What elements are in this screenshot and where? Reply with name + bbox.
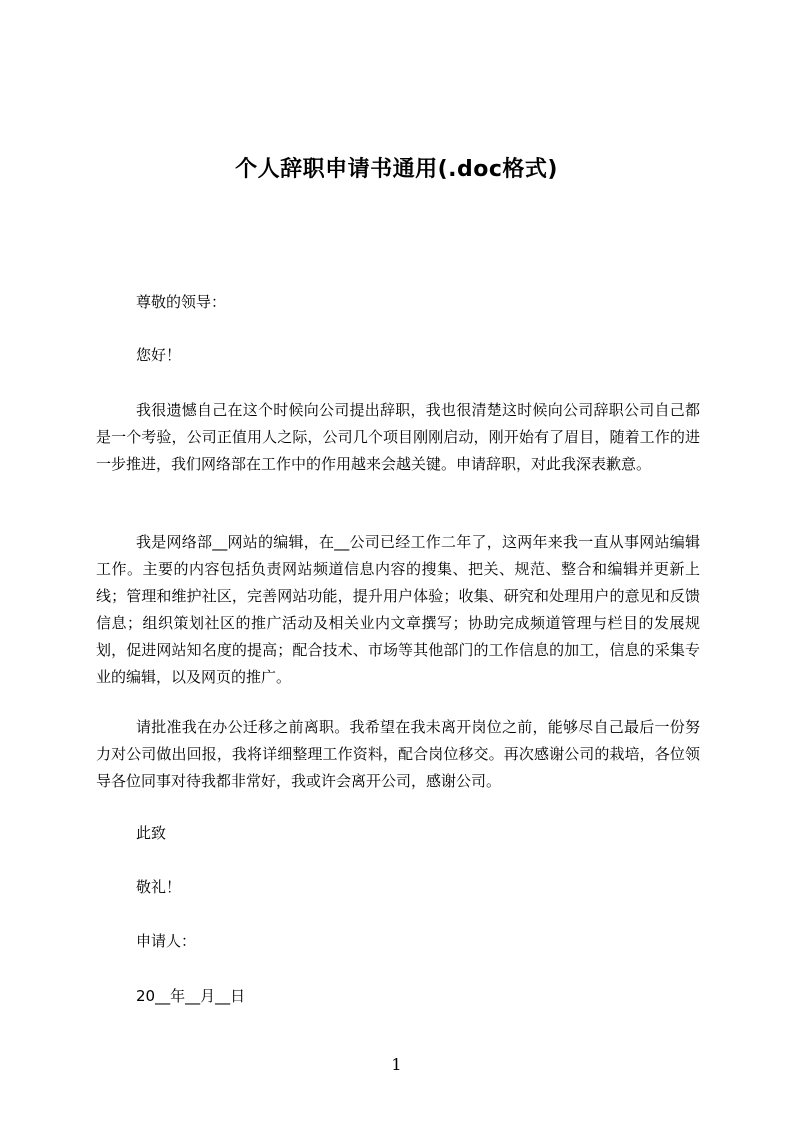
- closing-line-2: 敬礼！: [136, 878, 182, 896]
- page-title: 个人辞职申请书通用(.doc格式): [235, 156, 558, 182]
- salutation: 您好！: [136, 346, 182, 364]
- body-paragraph: 请批准我在办公迁移之前离职。我希望在我未离开岗位之前，能够尽自己最后一份努力对公司做出回报，我将详细整理工作资料，配合岗位移交。再次感谢公司的栽培，各位领导各位同事对待我都非常好，我或许会离开公司，感谢公司。: [96, 718, 700, 790]
- applicant-label: 申请人：: [136, 932, 197, 950]
- page-number: 1: [391, 1055, 402, 1074]
- body-paragraph: 我是网络部__网站的编辑，在__公司已经工作二年了，这两年来我一直从事网站编辑工作。主要的内容包括负责网站频道信息内容的搜集、把关、规范、整合和编辑并更新上线；管理和维护社区，完善网站功能，提升用户体验；收集、研究和处理用户的意见和反馈信息；组织策划社区的推广活动及相关业内文章撰写；协助完成频道管理与栏目的发展规划，促进网站知名度的提高；配合技术、市场等其他部门的工作信息的加工，信息的采集专业的编辑，以及网页的推广。: [96, 533, 700, 686]
- body-paragraph: 我很遗憾自己在这个时候向公司提出辞职，我也很清楚这时候向公司辞职公司自己都是一个考验，公司正值用人之际，公司几个项目刚刚启动，刚开始有了眉目，随着工作的进一步推进，我们网络部在工作中的作用越来会越关键。申请辞职，对此我深表歉意。: [96, 401, 700, 473]
- closing-line-1: 此致: [136, 824, 167, 842]
- greeting: 尊敬的领导：: [136, 293, 227, 311]
- date-line: 20__年__月__日: [136, 987, 246, 1005]
